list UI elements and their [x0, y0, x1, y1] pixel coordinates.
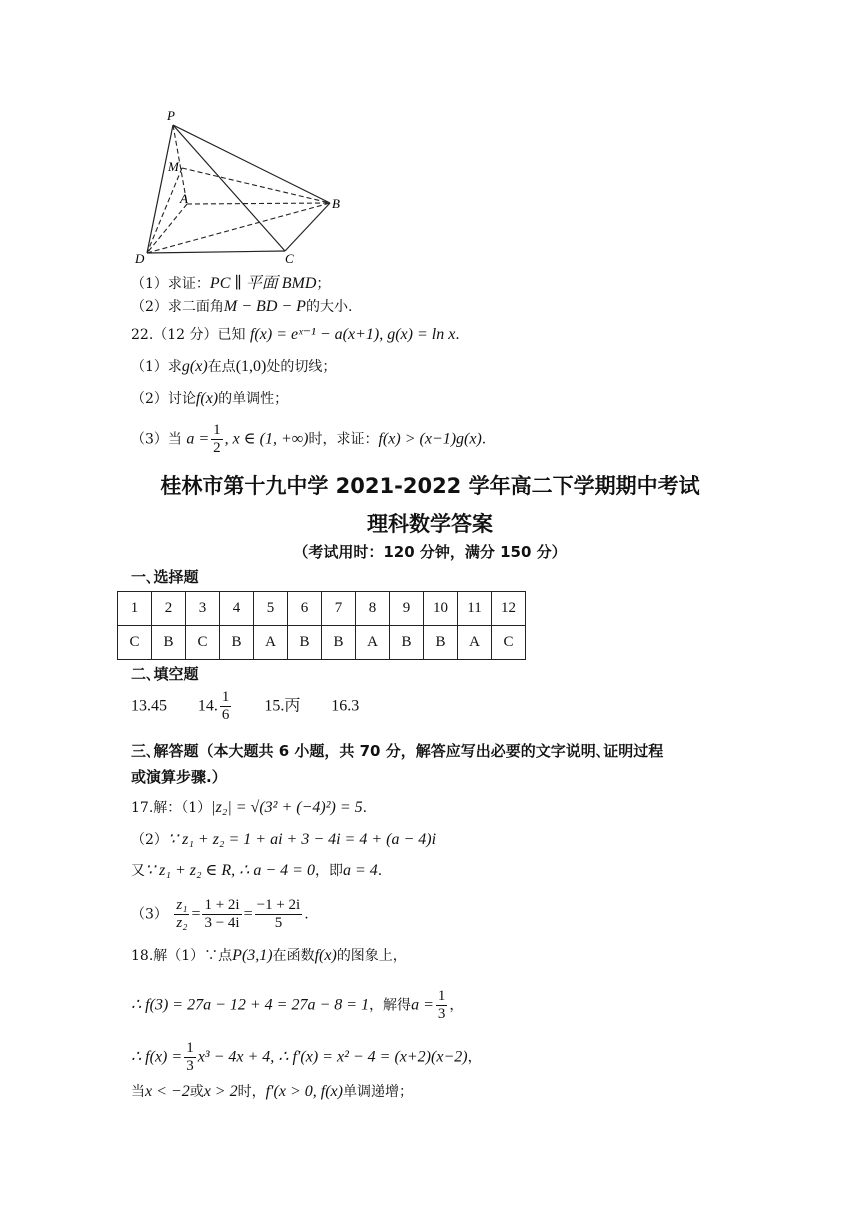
exam-info: （考试用时：120 分钟，满分 150 分） [293, 543, 567, 561]
answer-cell: B [152, 626, 186, 660]
q22-part3: （3）当 a = $\frac{1}{2}$ , x ∈ (1, +∞)时，求证：f(x) > (x−1)g(x). [131, 422, 487, 456]
answer-16: 16.3 [331, 697, 360, 715]
question-number-cell: 8 [356, 592, 390, 626]
question-number-cell: 6 [288, 592, 322, 626]
question-number-cell: 2 [152, 592, 186, 626]
question-number-cell: 5 [254, 592, 288, 626]
s18-line4: 当x < −2或x > 2时，f′(x > 0, f(x)单调递增； [131, 1083, 413, 1100]
edge-db [147, 203, 330, 253]
answer-table [117, 591, 526, 660]
page-title: 桂林市第十九中学 2021-2022 学年高二下学期期中考试 [160, 474, 700, 498]
edge-cb [285, 203, 330, 251]
label-m: M [168, 159, 179, 174]
label-d: D [135, 251, 145, 265]
answer-table-numbers [118, 592, 526, 626]
answer-cell: B [322, 626, 356, 660]
q21-part1: （1）求证：PC ∥ 平面 BMD； [131, 275, 331, 292]
question-number-cell: 9 [390, 592, 424, 626]
s17-line3: 又∵ z₁ + z₂ ∈ R, ∴ a − 4 = 0，即a = 4. [131, 862, 383, 879]
s17-line2: （2）∵ z₁ + z₂ = 1 + ai + 3 − 4i = 4 + (a − 4)i [131, 831, 437, 848]
answer-cell: B [424, 626, 458, 660]
page-subtitle: 理科数学答案 [367, 512, 493, 536]
label-p: P [167, 108, 175, 123]
edge-pb [173, 125, 330, 203]
answer-13: 13.45 [131, 697, 167, 715]
edge-ab [187, 203, 330, 204]
q22-part1: （1）求g(x)在点(1,0)处的切线； [131, 358, 337, 375]
question-number-cell: 3 [186, 592, 220, 626]
answer-cell: B [220, 626, 254, 660]
question-number-cell: 11 [458, 592, 492, 626]
label-b: B [332, 196, 340, 211]
question-number-cell: 7 [322, 592, 356, 626]
s18-line2: ∴ f(3) = 27a − 12 + 4 = 27a − 8 = 1，解得a = $\frac{1}{3}$ ， [131, 988, 464, 1022]
edge-pd [147, 125, 173, 253]
section3-title-line2: 或演算步骤.） [131, 768, 227, 786]
answer-cell: B [288, 626, 322, 660]
s17-line4: （3） $\frac{\text{z₁}}{\text{z₂}}$ = $\frac{1 + 2i}{3 - 4i}$ = $\frac{-1 + 2i}{5}$ . [131, 897, 309, 931]
label-a: A [180, 191, 188, 206]
q22-head: 22.（12 分）已知 f(x) = eˣ⁻¹ − a(x+1), g(x) = ln x. [131, 326, 460, 343]
edge-md [147, 168, 182, 253]
edge-ad [147, 204, 187, 253]
section1-title: 一､选择题 [131, 568, 199, 586]
answer-cell: C [186, 626, 220, 660]
s17-line1: 17.解：（1）|z₂| = √(3² + (−4)²) = 5. [131, 799, 368, 816]
pyramid-figure [125, 105, 355, 265]
section2-title: 二､填空题 [131, 665, 199, 683]
answer-14-fraction: $\frac{1}{6}$ [221, 689, 230, 723]
question-number-cell: 1 [118, 592, 152, 626]
fraction-one-half: $\frac{1}{2}$ [213, 422, 221, 456]
answer-cell: A [356, 626, 390, 660]
answer-14-prefix: 14. [197, 697, 218, 715]
s18-line1: 18.解（1）∵点P(3,1)在函数f(x)的图象上， [131, 947, 407, 964]
answer-cell: B [390, 626, 424, 660]
fill-answers [131, 689, 359, 724]
answer-cell: C [118, 626, 152, 660]
label-c: C [285, 251, 294, 265]
answer-15: 15.丙 [264, 697, 301, 715]
answer-cell: A [458, 626, 492, 660]
question-number-cell: 10 [424, 592, 458, 626]
edge-dc [147, 251, 285, 253]
section3-title-line1: 三､解答题（本大题共 6 小题，共 70 分，解答应写出必要的文字说明､证明过程 [131, 742, 664, 760]
question-number-cell: 12 [492, 592, 526, 626]
q22-part2: （2）讨论f(x)的单调性； [131, 390, 289, 407]
answer-cell: A [254, 626, 288, 660]
s18-line3: ∴ f(x) = $\frac{1}{3}$ x³ − 4x + 4, ∴ f′(x) = x² − 4 = (x+2)(x−2)， [131, 1040, 482, 1074]
answer-cell: C [492, 626, 526, 660]
q21-part2: （2）求二面角M − BD − P的大小. [131, 298, 353, 315]
answer-table-answers [118, 626, 526, 660]
edge-mb [182, 168, 330, 203]
question-number-cell: 4 [220, 592, 254, 626]
